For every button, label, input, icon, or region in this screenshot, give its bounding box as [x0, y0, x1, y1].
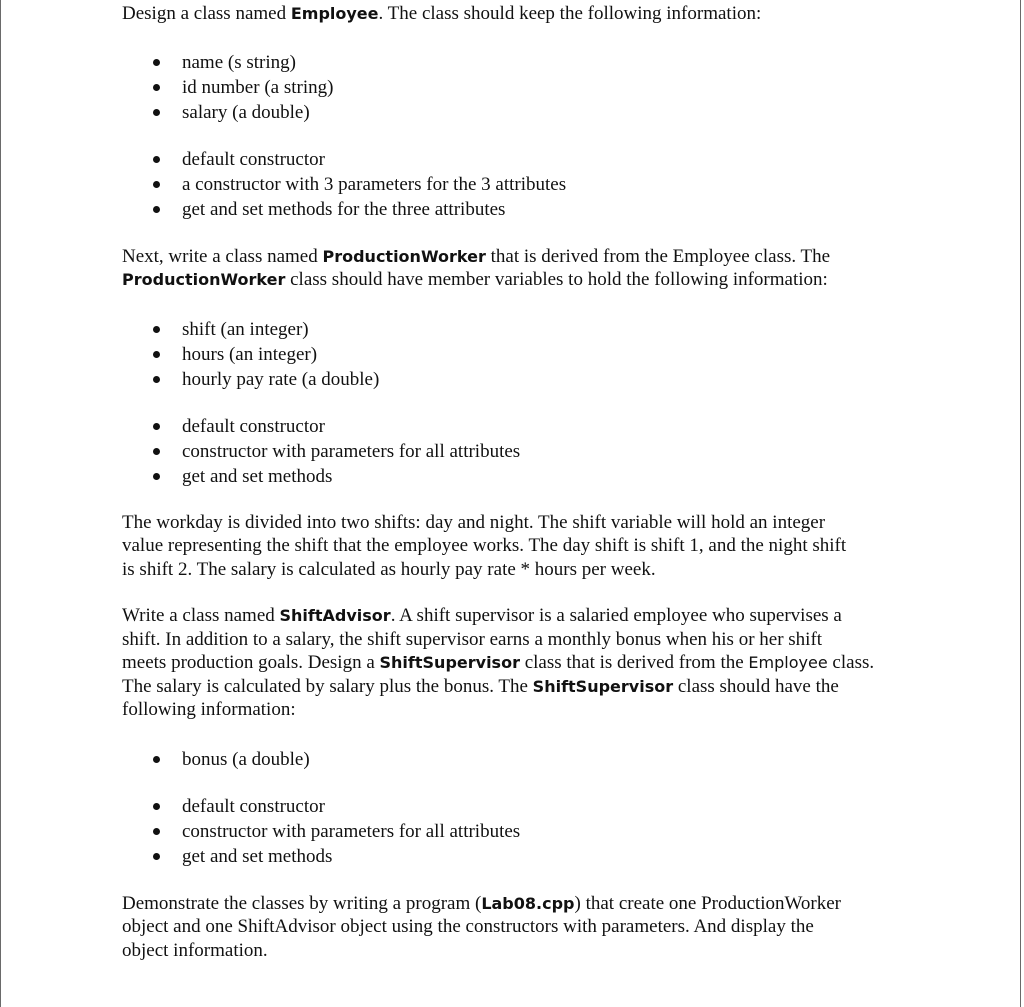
shift-text-3: shift. In addition to a salary, the shift supervisor earns a monthly bonus when his or her shift [122, 628, 823, 650]
page-left-border [0, 0, 1, 1007]
workday-line-2: value representing the shift that the employee works. The day shift is shift 1, and the night shift [122, 535, 847, 556]
demo-text-1: Demonstrate the classes by writing a program ( [122, 892, 482, 914]
demo-text-3: object and one ShiftAdvisor object using the constructors with parameters. And display the [122, 916, 814, 937]
list-item: constructor with parameters for all attributes [122, 439, 912, 464]
supervisor-attribute-list [122, 747, 912, 772]
employee-method-list [122, 147, 912, 222]
production-method-list [122, 414, 912, 489]
document-page [122, 0, 912, 962]
list-item: a constructor with 3 parameters for the 3 attributes [122, 172, 912, 197]
shift-text-7: The salary is calculated by salary plus the bonus. The [122, 675, 533, 697]
demo-text-2: ) that create one ProductionWorker [574, 892, 841, 914]
production-worker-paragraph [122, 245, 912, 292]
demo-text-4: object information. [122, 939, 268, 961]
workday-line-1: The workday is divided into two shifts: day and night. The shift variable will hold an integer [122, 511, 826, 533]
list-item: constructor with parameters for all attributes [122, 819, 912, 844]
shift-supervisor-class-name: ShiftSupervisor [532, 676, 674, 696]
shift-text-2: . A shift supervisor is a salaried employee who supervises a [390, 605, 842, 626]
list-item: id number (a string) [122, 75, 912, 100]
next-text-3: class should have member variables to hold the following information: [285, 269, 828, 290]
supervisor-method-list [122, 794, 912, 869]
workday-line-3: is shift 2. The salary is calculated as hourly pay rate * hours per week. [122, 558, 656, 580]
next-text-2: that is derived from the Employee class. The [485, 245, 831, 267]
shift-supervisor-class-name: ShiftSupervisor [379, 653, 520, 672]
production-worker-class-name: ProductionWorker [122, 270, 286, 289]
demo-paragraph [122, 892, 912, 963]
employee-class-name: Employee [290, 4, 379, 23]
shift-advisor-class-name: ShiftAdvisor [279, 606, 391, 625]
employee-attribute-list [122, 50, 912, 125]
list-item: hourly pay rate (a double) [122, 367, 912, 392]
shift-text-4: meets production goals. Design a [122, 652, 380, 673]
next-text-1: Next, write a class named [122, 245, 323, 267]
list-item: default constructor [122, 147, 912, 172]
lab-filename: Lab08.cpp [481, 893, 575, 913]
list-item: salary (a double) [122, 100, 912, 125]
list-item: get and set methods [122, 844, 912, 869]
list-item: default constructor [122, 794, 912, 819]
page-right-border [1020, 0, 1021, 1007]
production-attribute-list [122, 317, 912, 392]
list-item: get and set methods for the three attributes [122, 197, 912, 222]
shift-advisor-paragraph [122, 604, 912, 722]
workday-paragraph [122, 511, 912, 582]
shift-text-1: Write a class named [122, 605, 280, 626]
production-worker-class-name: ProductionWorker [322, 246, 486, 266]
list-item: get and set methods [122, 464, 912, 489]
shift-text-5: class that is derived from the [519, 652, 749, 673]
shift-text-9: following information: [122, 699, 296, 720]
employee-class-reference: Employee [748, 653, 828, 672]
list-item: default constructor [122, 414, 912, 439]
list-item: bonus (a double) [122, 747, 912, 772]
list-item: name (s string) [122, 50, 912, 75]
intro-text-1: Design a class named [122, 3, 291, 24]
shift-text-8: class should have the [673, 675, 839, 697]
intro-paragraph [122, 2, 912, 26]
intro-text-2: . The class should keep the following information: [378, 3, 762, 24]
list-item: shift (an integer) [122, 317, 912, 342]
list-item: hours (an integer) [122, 342, 912, 367]
shift-text-6: class. [827, 652, 875, 673]
